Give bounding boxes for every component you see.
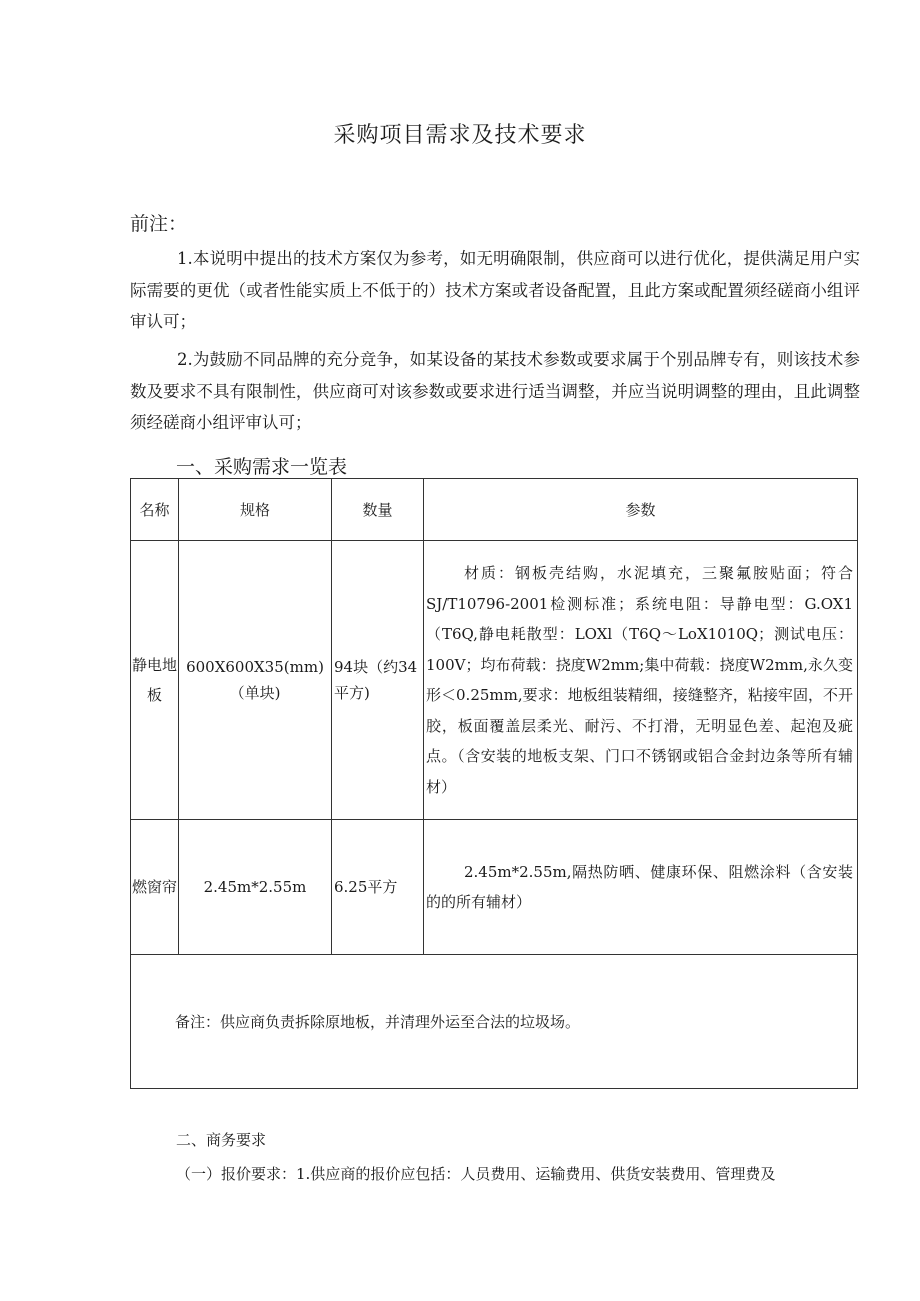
row-param: 2.45m*2.55m,隔热防晒、健康环保、阻燃涂料（含安装的的所有辅材）	[424, 820, 858, 955]
row-spec: 2.45m*2.55m	[179, 820, 332, 955]
section2-heading: 二、商务要求	[176, 1131, 267, 1149]
header-spec: 规格	[179, 479, 332, 541]
row-qty: 6.25平方	[332, 820, 424, 955]
table-row	[131, 820, 858, 955]
preface-paragraph-1: 1.本说明中提出的技术方案仅为参考，如无明确限制，供应商可以进行优化，提供满足用户实际需要的更优（或者性能实质上不低于的）技术方案或者设备配置，且此方案或配置须经磋商小组评审认可；	[130, 249, 860, 331]
table-note: 备注：供应商负责拆除原地板，并清理外运至合法的垃圾场。	[131, 955, 858, 1089]
table-header-row	[131, 479, 858, 541]
procurement-table	[130, 478, 858, 1089]
table-note-row	[131, 955, 858, 1089]
preface-paragraph-2: 2.为鼓励不同品牌的充分竞争，如某设备的某技术参数或要求属于个别品牌专有，则该技术参数及要求不具有限制性，供应商可对该参数或要求进行适当调整，并应当说明调整的理由，且此调整须经磋商小组评审认可；	[130, 350, 860, 432]
row-param: 材质：钢板壳结购，水泥填充，三聚氟胺贴面；符合SJ/T10796-2001检测标准；系统电阻：导静电型：G.OX1（T6Q,静电耗散型：LOXl（T6Q～LoX1010Q；测试电压：100V；均布荷载：挠度W2mm;集中荷载：挠度W2mm,永久变形＜0.25mm,要求：地板组装精细，接缝整齐，粘接牢固，不开胶，板面覆盖层柔光、耐污、不打滑，无明显色差、起泡及疵点。（含安装的地板支架、门口不锈钢或铝合金封边条等所有辅材）	[424, 541, 858, 820]
header-name: 名称	[131, 479, 179, 541]
header-param: 参数	[424, 479, 858, 541]
page-title: 采购项目需求及技术要求	[333, 123, 587, 148]
preface-label: 前注：	[130, 213, 188, 235]
row-name: 燃窗帘	[131, 820, 179, 955]
section1-heading: 一、采购需求一览表	[176, 456, 348, 478]
header-qty: 数量	[332, 479, 424, 541]
table-row	[131, 541, 858, 820]
row-name: 静电地板	[131, 541, 179, 820]
section2-line: （一）报价要求：1.供应商的报价应包括：人员费用、运输费用、供货安装费用、管理费及	[176, 1165, 776, 1183]
row-qty: 94块（约34平方)	[332, 541, 424, 820]
row-spec: 600X600X35(mm)（单块)	[179, 541, 332, 820]
